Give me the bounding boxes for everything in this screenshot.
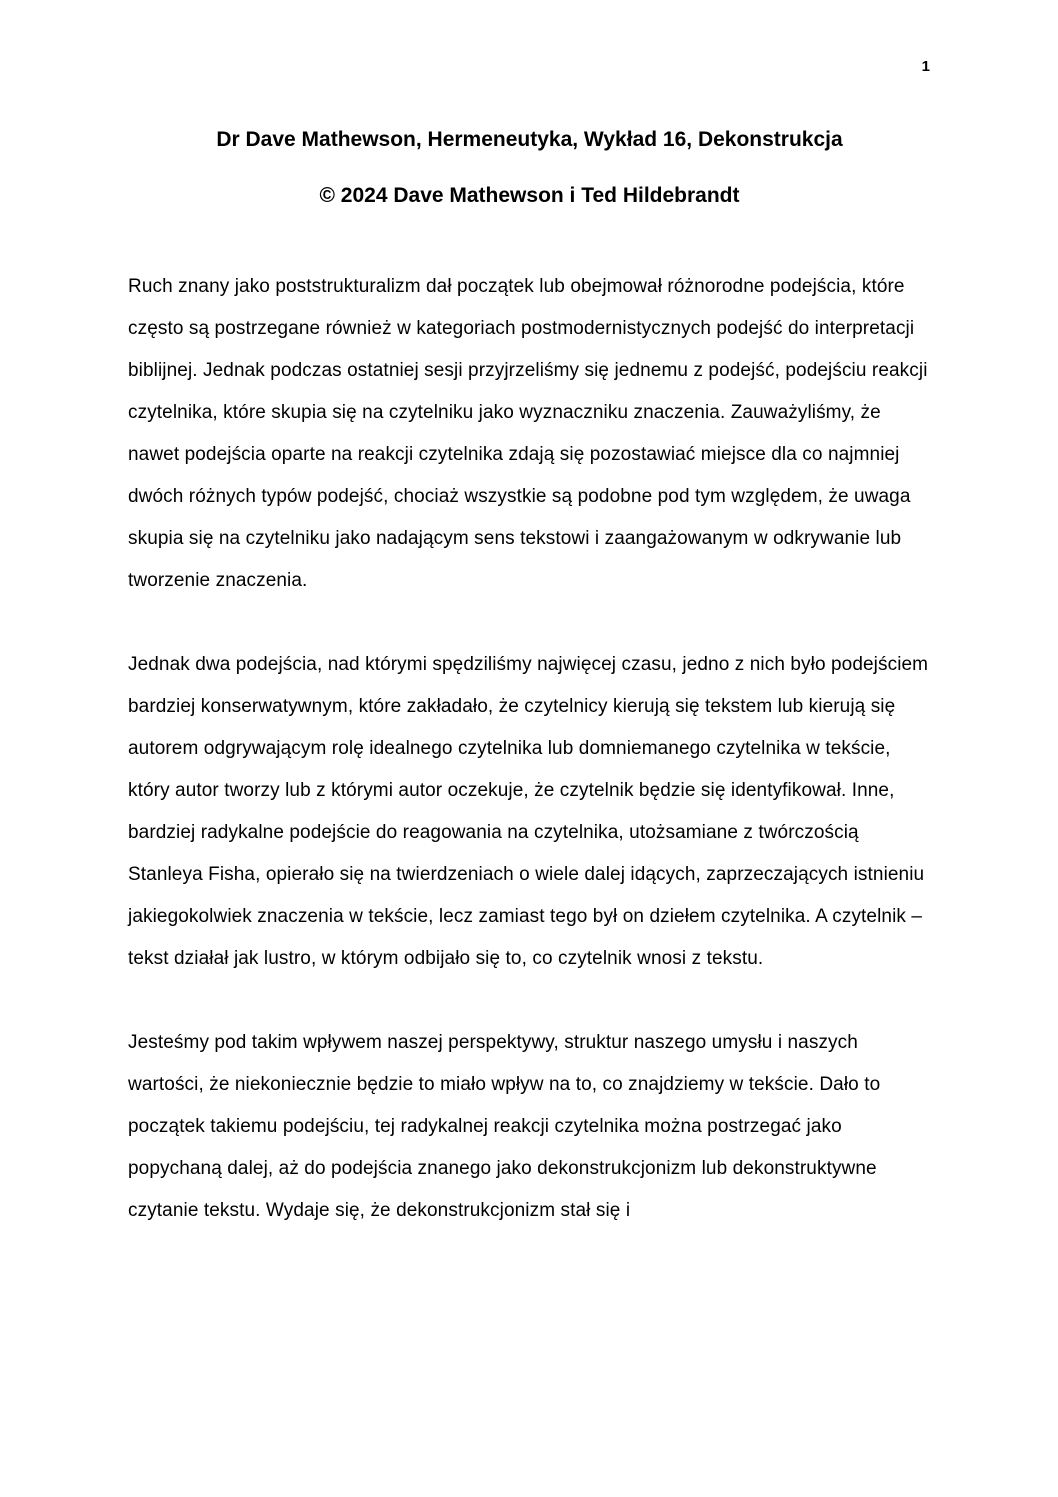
- paragraph-3: Jesteśmy pod takim wpływem naszej perspektywy, struktur naszego umysłu i naszych wartości, że niekoniecznie będzie to miało wpływ na to, co znajdziemy w tekście. Dało to początek takiemu podejściu, tej radykalnej reakcji czytelnika można postrzegać jako popychaną dalej, aż do podejścia znanego jako dekonstrukcjonizm lub dekonstruktywne czytanie tekstu. Wydaje się, że dekonstrukcjonizm stał się i: [128, 1032, 881, 1221]
- paragraph-1: Ruch znany jako poststrukturalizm dał początek lub obejmował różnorodne podejścia, które często są postrzegane również w kategoriach postmodernistycznych podejść do interpretacji biblijnej. Jednak podczas ostatniej sesji przyjrzeliśmy się jednemu z podejść, podejściu reakcji czytelnika, które skupia się na czytelniku jako wyznaczniku znaczenia. Zauważyliśmy, że nawet podejścia oparte na reakcji czytelnika zdają się pozostawiać miejsce dla co najmniej dwóch różnych typów podejść, chociaż wszystkie są podobne pod tym względem, że uwaga skupia się na czytelniku jako nadającym sens tekstowi i zaangażowanym w odkrywanie lub tworzenie znaczenia.: [128, 276, 928, 591]
- paragraph-2: Jednak dwa podejścia, nad którymi spędziliśmy najwięcej czasu, jedno z nich było podejściem bardziej konserwatywnym, które zakładało, że czytelnicy kierują się tekstem lub kierują się autorem odgrywającym rolę idealnego czytelnika lub domniemanego czytelnika w tekście, który autor tworzy lub z którymi autor oczekuje, że czytelnik będzie się identyfikował. Inne, bardziej radykalne podejście do reagowania na czytelnika, utożsamiane z twórczością Stanleya Fisha, opierało się na twierdzeniach o wiele dalej idących, zaprzeczających istnieniu jakiegokolwiek znaczenia w tekście, lecz zamiast tego był on dziełem czytelnika. A czytelnik – tekst działał jak lustro, w którym odbijało się to, co czytelnik wnosi z tekstu.: [128, 654, 929, 969]
- document-body: [128, 266, 931, 1232]
- document-content: [128, 112, 931, 1232]
- document-title: [128, 112, 931, 224]
- page-number: 1: [921, 58, 930, 75]
- document-title-line1: Dr Dave Mathewson, Hermeneutyka, Wykład 16, Dekonstrukcja: [216, 128, 843, 151]
- document-title-line2: © 2024 Dave Mathewson i Ted Hildebrandt: [319, 184, 740, 207]
